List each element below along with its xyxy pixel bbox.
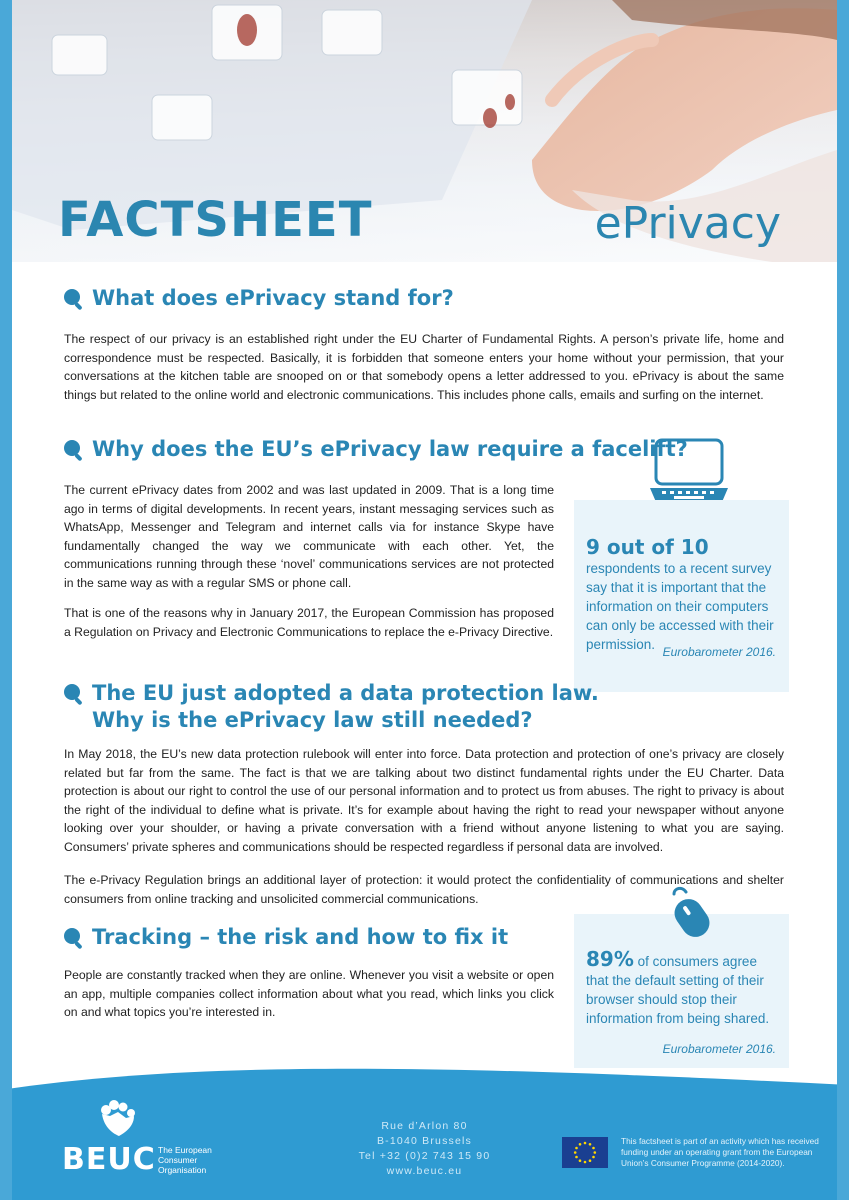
address-line: Rue d’Arlon 80 xyxy=(381,1120,468,1132)
section-heading-what xyxy=(62,285,454,312)
magnifier-icon xyxy=(62,682,86,706)
stat-text xyxy=(586,947,780,1028)
eu-funding-notice: This factsheet is part of an activity which has received funding under an operating grant from the European Union’s Consumer Programme (2014-2020). xyxy=(621,1136,819,1168)
stat-source: Eurobarometer 2016. xyxy=(662,1042,776,1056)
page-title: FACTSHEET xyxy=(58,192,373,248)
stat-description: of consumers agree that the default setting of their browser should stop their information from being shared. xyxy=(586,954,770,1026)
section-heading-text: What does ePrivacy stand for? xyxy=(92,286,454,310)
page-subtitle: ePrivacy xyxy=(594,198,781,249)
website-link[interactable]: www.beuc.eu xyxy=(386,1165,463,1177)
stat-text xyxy=(586,535,778,654)
org-tagline: The European Consumer Organisation xyxy=(158,1145,212,1175)
section-heading-text: Why does the EU’s ePrivacy law require a facelift? xyxy=(92,437,688,461)
stat-value: 89% xyxy=(586,947,634,971)
magnifier-icon xyxy=(62,438,86,462)
eu-flag-icon xyxy=(562,1137,608,1168)
org-name: BEUC xyxy=(62,1142,156,1177)
stat-value: 9 out of 10 xyxy=(586,535,709,559)
section-paragraph: People are constantly tracked when they are online. Whenever you visit a website or open an app, multiple companies collect information about what you read, which links you click on and what topics you’re interested in. xyxy=(64,968,554,1019)
stat-source: Eurobarometer 2016. xyxy=(662,645,776,659)
beuc-logo-icon xyxy=(96,1098,142,1138)
section-paragraph: In May 2018, the EU’s new data protection rulebook will enter into force. Data protection and protection of one’s privacy are closely related but far from the same. The fact is that we are talking about two distinct fundamental rights under the EU Charter. Data protection is about our right to control the use of our personal information and to protect us from abuses. The right to privacy is about the right of the individual to define what is private. It’s for example about having the right to read your newspaper without anyone looking over your shoulder, or having a private conversation with a friend without anyone listening to what you are saying. Consumers’ private spheres and communications should be respected regardless if personal data are involved. xyxy=(64,747,784,854)
header-banner xyxy=(12,0,837,262)
section-paragraph: The current ePrivacy dates from 2002 and was last updated in 2009. That is a long time ago in terms of digital developments. In recent years, instant messaging services such as WhatsApp, Messenger and Telegram and internet calls via for instance Skype have fundamentally changed the way we communicate with each other. Yet, the communications running through these ‘novel’ communications services are not protected in the same way as with a regular SMS or phone call. xyxy=(64,483,554,590)
stat-description: respondents to a recent survey say that it is important that the information on their computers can only be accessed with their permission. xyxy=(586,561,774,652)
section-heading-text: Tracking – the risk and how to fix it xyxy=(92,925,509,949)
section-heading-tracking xyxy=(62,924,508,951)
laptop-icon xyxy=(648,438,730,504)
section-paragraph: That is one of the reasons why in January 2017, the European Commission has proposed a Regulation on Privacy and Electronic Communications to replace the e-Privacy Directive. xyxy=(64,606,554,639)
magnifier-icon xyxy=(62,287,86,311)
magnifier-icon xyxy=(62,926,86,950)
section-heading-facelift xyxy=(62,436,688,463)
section-heading-data-protection xyxy=(62,680,599,734)
section-paragraph: The e-Privacy Regulation brings an additional layer of protection: it would protect the confidentiality of communications and shelter consumers from online tracking and unsolicited commercial communications. xyxy=(64,873,784,906)
address-line: Tel +32 (0)2 743 15 90 xyxy=(358,1150,491,1162)
section-paragraph: The respect of our privacy is an established right under the EU Charter of Fundamental Rights. A person’s private life, home and correspondence must be respected. Basically, it is forbidden that someone enters your home without your permission, that your conversations at the kitchen table are snooped on or that somebody opens a letter addressed to you. ePrivacy is about the same things but related to the online world and electronic communications. This includes phone calls, emails and surfing on the internet. xyxy=(64,332,784,402)
address-line: B-1040 Brussels xyxy=(376,1135,473,1147)
section-heading-text: The EU just adopted a data protection law. Why is the ePrivacy law still needed? xyxy=(92,681,599,732)
mouse-icon xyxy=(660,884,716,942)
